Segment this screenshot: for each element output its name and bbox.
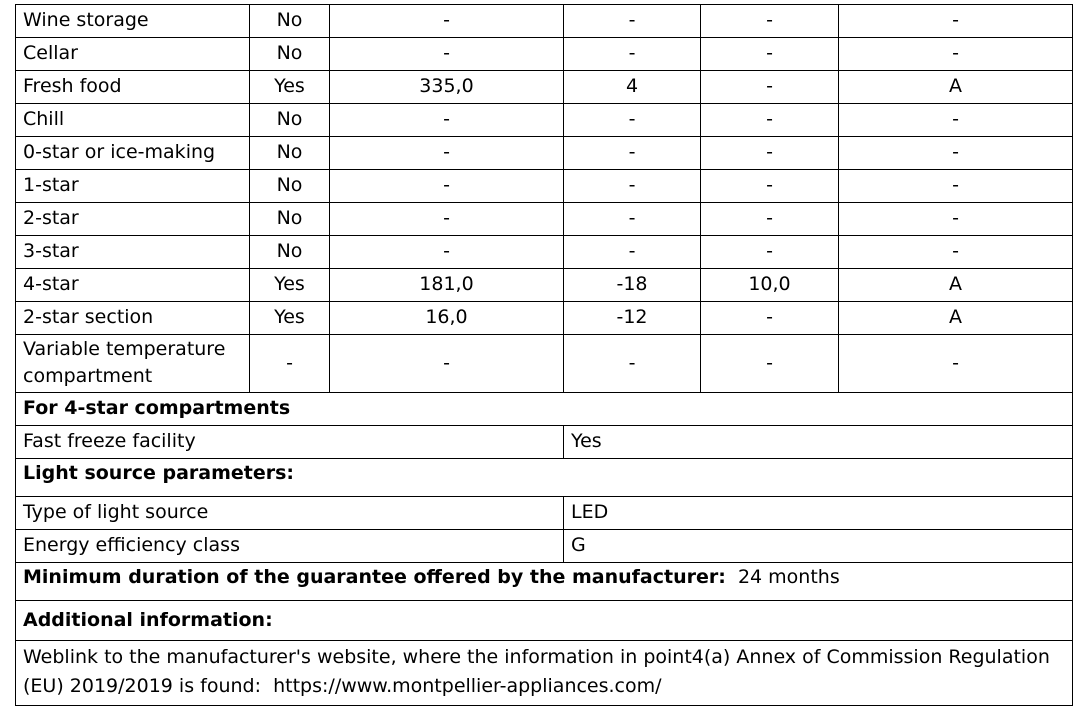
compartment-present: No bbox=[250, 5, 330, 38]
compartment-table bbox=[15, 4, 1073, 706]
compartment-present: Yes bbox=[250, 302, 330, 335]
light-type-label: Type of light source bbox=[16, 497, 564, 530]
compartment-name: 2-star section bbox=[16, 302, 250, 335]
light-class-value: G bbox=[564, 530, 1073, 563]
compartment-defrost: - bbox=[839, 203, 1073, 236]
compartment-name: Cellar bbox=[16, 38, 250, 71]
compartment-volume: - bbox=[330, 137, 564, 170]
compartment-volume: 16,0 bbox=[330, 302, 564, 335]
table-row bbox=[16, 426, 1073, 459]
compartment-capacity: - bbox=[701, 203, 839, 236]
table-row bbox=[16, 38, 1073, 71]
table-row bbox=[16, 335, 1073, 393]
compartment-present: Yes bbox=[250, 71, 330, 104]
guarantee-value: 24 months bbox=[737, 566, 840, 588]
four-star-heading: For 4-star compartments bbox=[16, 393, 1073, 426]
compartment-name: Wine storage bbox=[16, 5, 250, 38]
compartment-name: 0-star or ice-making bbox=[16, 137, 250, 170]
compartment-temp: - bbox=[564, 203, 701, 236]
table-row bbox=[16, 393, 1073, 426]
compartment-defrost: - bbox=[839, 236, 1073, 269]
compartment-capacity: - bbox=[701, 302, 839, 335]
table-row bbox=[16, 530, 1073, 563]
compartment-present: Yes bbox=[250, 269, 330, 302]
additional-heading: Additional information: bbox=[16, 601, 1073, 641]
compartment-present: No bbox=[250, 236, 330, 269]
compartment-volume: - bbox=[330, 104, 564, 137]
compartment-volume: - bbox=[330, 236, 564, 269]
compartment-capacity: - bbox=[701, 71, 839, 104]
compartment-name: 2-star bbox=[16, 203, 250, 236]
compartment-temp: - bbox=[564, 236, 701, 269]
compartment-defrost: A bbox=[839, 71, 1073, 104]
compartment-name: Fresh food bbox=[16, 71, 250, 104]
table-row bbox=[16, 104, 1073, 137]
light-class-label: Energy efficiency class bbox=[16, 530, 564, 563]
compartment-temp: - bbox=[564, 137, 701, 170]
compartment-defrost: - bbox=[839, 104, 1073, 137]
compartment-capacity: - bbox=[701, 5, 839, 38]
compartment-temp: - bbox=[564, 335, 701, 393]
compartment-name: Chill bbox=[16, 104, 250, 137]
compartment-defrost: A bbox=[839, 269, 1073, 302]
compartment-name: 1-star bbox=[16, 170, 250, 203]
compartment-present: - bbox=[250, 335, 330, 393]
table-row bbox=[16, 302, 1073, 335]
compartment-temp: 4 bbox=[564, 71, 701, 104]
compartment-capacity: - bbox=[701, 137, 839, 170]
compartment-defrost: - bbox=[839, 335, 1073, 393]
compartment-temp: -18 bbox=[564, 269, 701, 302]
table-row bbox=[16, 601, 1073, 641]
compartment-volume: - bbox=[330, 203, 564, 236]
light-type-value: LED bbox=[564, 497, 1073, 530]
compartment-capacity: - bbox=[701, 170, 839, 203]
compartment-defrost: - bbox=[839, 38, 1073, 71]
compartment-volume: - bbox=[330, 38, 564, 71]
guarantee-label: Minimum duration of the guarantee offered by the manufacturer: bbox=[23, 566, 726, 588]
compartment-defrost: - bbox=[839, 5, 1073, 38]
table-row bbox=[16, 563, 1073, 601]
compartment-present: No bbox=[250, 203, 330, 236]
compartment-name: 3-star bbox=[16, 236, 250, 269]
table-row bbox=[16, 5, 1073, 38]
compartment-volume: - bbox=[330, 5, 564, 38]
compartment-name: Variable temperature compartment bbox=[16, 335, 250, 393]
compartment-capacity: - bbox=[701, 236, 839, 269]
table-row bbox=[16, 269, 1073, 302]
table-row bbox=[16, 497, 1073, 530]
compartment-defrost: A bbox=[839, 302, 1073, 335]
weblink-url[interactable]: https://www.montpellier-appliances.com/ bbox=[273, 675, 662, 697]
compartment-volume: - bbox=[330, 335, 564, 393]
compartment-capacity: - bbox=[701, 104, 839, 137]
compartment-volume: - bbox=[330, 170, 564, 203]
product-information-sheet bbox=[15, 4, 1072, 706]
compartment-capacity: - bbox=[701, 335, 839, 393]
compartment-capacity: 10,0 bbox=[701, 269, 839, 302]
compartment-volume: 335,0 bbox=[330, 71, 564, 104]
table-row bbox=[16, 137, 1073, 170]
compartment-temp: - bbox=[564, 170, 701, 203]
fast-freeze-label: Fast freeze facility bbox=[16, 426, 564, 459]
compartment-temp: - bbox=[564, 38, 701, 71]
light-heading: Light source parameters: bbox=[16, 459, 1073, 497]
compartment-temp: - bbox=[564, 104, 701, 137]
table-row bbox=[16, 203, 1073, 236]
weblink-text: Weblink to the manufacturer's website, where the information in point4(a) Annex of Commission Regulation (EU) 2019/2019 is found: bbox=[23, 646, 1050, 697]
guarantee-row bbox=[16, 563, 1073, 601]
table-row bbox=[16, 236, 1073, 269]
compartment-present: No bbox=[250, 170, 330, 203]
compartment-temp: -12 bbox=[564, 302, 701, 335]
compartment-present: No bbox=[250, 137, 330, 170]
fast-freeze-value: Yes bbox=[564, 426, 1073, 459]
weblink-cell bbox=[16, 641, 1073, 706]
table-row bbox=[16, 170, 1073, 203]
compartment-present: No bbox=[250, 38, 330, 71]
compartment-temp: - bbox=[564, 5, 701, 38]
compartment-present: No bbox=[250, 104, 330, 137]
compartment-capacity: - bbox=[701, 38, 839, 71]
table-row bbox=[16, 641, 1073, 706]
table-row bbox=[16, 459, 1073, 497]
compartment-volume: 181,0 bbox=[330, 269, 564, 302]
compartment-defrost: - bbox=[839, 170, 1073, 203]
table-row bbox=[16, 71, 1073, 104]
compartment-name: 4-star bbox=[16, 269, 250, 302]
compartment-defrost: - bbox=[839, 137, 1073, 170]
